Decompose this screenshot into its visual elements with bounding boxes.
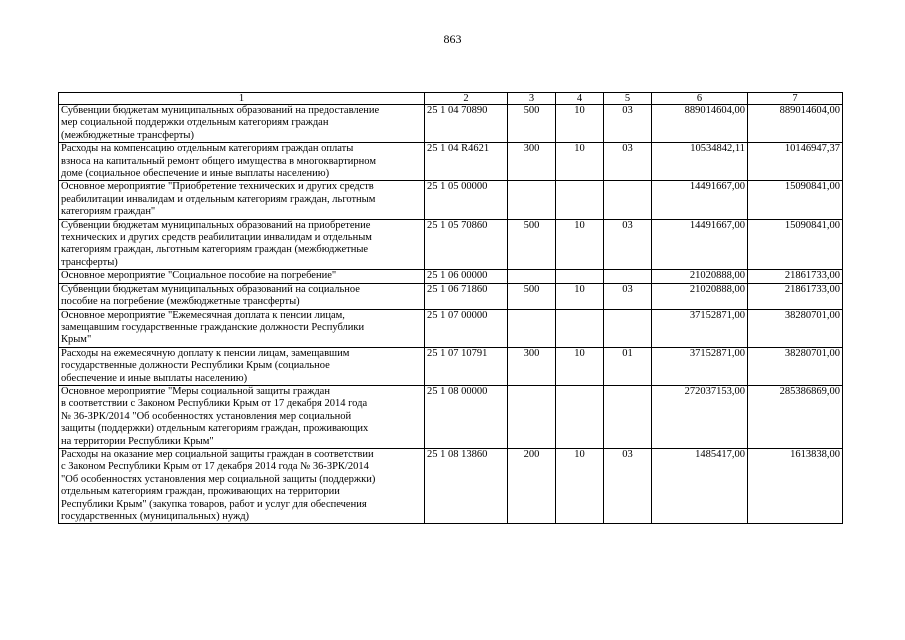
subsection-cell xyxy=(604,385,652,448)
amount-year1-cell: 889014604,00 xyxy=(652,105,748,143)
target-article-code-cell: 25 1 05 70860 xyxy=(425,219,508,270)
row-name-cell: Расходы на компенсацию отдельным категориям граждан оплаты взноса на капитальный ремонт общего имущества в многоквартирном доме (социальное обеспечение и иные выплаты населению) xyxy=(59,143,425,181)
row-name-cell: Субвенции бюджетам муниципальных образований на приобретение технических и других средств реабилитации инвалидам и отдельным категориям граждан, льготным категориям граждан (межбюджетные трансферты) xyxy=(59,219,425,270)
amount-year2-cell: 889014604,00 xyxy=(748,105,843,143)
column-header: 2 xyxy=(425,93,508,105)
subsection-cell xyxy=(604,181,652,219)
row-name-cell: Основное мероприятие "Меры социальной защиты граждан в соответствии с Законом Республики Крым от 17 декабря 2014 года № 36-ЗРК/2014 "Об особенностях установления мер социальной защиты (поддержки) отдельным категориям граждан, проживающих на территории Республики Крым" xyxy=(59,385,425,448)
subsection-cell: 03 xyxy=(604,105,652,143)
amount-year2-cell: 15090841,00 xyxy=(748,219,843,270)
section-cell xyxy=(556,309,604,347)
expense-type-cell: 200 xyxy=(508,448,556,523)
table-row xyxy=(59,181,843,219)
table-row xyxy=(59,105,843,143)
target-article-code-cell: 25 1 05 00000 xyxy=(425,181,508,219)
budget-table xyxy=(58,92,843,524)
target-article-code-cell: 25 1 07 00000 xyxy=(425,309,508,347)
row-name-cell: Основное мероприятие "Социальное пособие на погребение" xyxy=(59,270,425,283)
amount-year1-cell: 37152871,00 xyxy=(652,347,748,385)
amount-year2-cell: 38280701,00 xyxy=(748,309,843,347)
expense-type-cell: 500 xyxy=(508,283,556,309)
table-header-row xyxy=(59,93,843,105)
row-name-cell: Основное мероприятие "Ежемесячная доплата к пенсии лицам, замещавшим государственные гражданские должности Республики Крым" xyxy=(59,309,425,347)
section-cell: 10 xyxy=(556,105,604,143)
subsection-cell: 03 xyxy=(604,283,652,309)
amount-year2-cell: 285386869,00 xyxy=(748,385,843,448)
amount-year2-cell: 10146947,37 xyxy=(748,143,843,181)
column-header: 3 xyxy=(508,93,556,105)
table-row xyxy=(59,385,843,448)
amount-year2-cell: 21861733,00 xyxy=(748,283,843,309)
target-article-code-cell: 25 1 04 R4621 xyxy=(425,143,508,181)
section-cell xyxy=(556,385,604,448)
amount-year2-cell: 38280701,00 xyxy=(748,347,843,385)
column-header: 6 xyxy=(652,93,748,105)
subsection-cell: 03 xyxy=(604,448,652,523)
subsection-cell: 03 xyxy=(604,143,652,181)
amount-year1-cell: 10534842,11 xyxy=(652,143,748,181)
column-header: 7 xyxy=(748,93,843,105)
expense-type-cell: 500 xyxy=(508,105,556,143)
amount-year1-cell: 14491667,00 xyxy=(652,219,748,270)
amount-year1-cell: 21020888,00 xyxy=(652,270,748,283)
amount-year1-cell: 37152871,00 xyxy=(652,309,748,347)
target-article-code-cell: 25 1 06 00000 xyxy=(425,270,508,283)
amount-year1-cell: 272037153,00 xyxy=(652,385,748,448)
table-row xyxy=(59,309,843,347)
target-article-code-cell: 25 1 06 71860 xyxy=(425,283,508,309)
amount-year1-cell: 1485417,00 xyxy=(652,448,748,523)
section-cell: 10 xyxy=(556,219,604,270)
expense-type-cell xyxy=(508,309,556,347)
expense-type-cell xyxy=(508,385,556,448)
expense-type-cell xyxy=(508,270,556,283)
target-article-code-cell: 25 1 07 10791 xyxy=(425,347,508,385)
expense-type-cell: 300 xyxy=(508,143,556,181)
amount-year2-cell: 21861733,00 xyxy=(748,270,843,283)
section-cell: 10 xyxy=(556,283,604,309)
column-header: 4 xyxy=(556,93,604,105)
section-cell: 10 xyxy=(556,448,604,523)
section-cell xyxy=(556,270,604,283)
amount-year1-cell: 14491667,00 xyxy=(652,181,748,219)
subsection-cell xyxy=(604,309,652,347)
expense-type-cell xyxy=(508,181,556,219)
column-header: 1 xyxy=(59,93,425,105)
row-name-cell: Основное мероприятие "Приобретение технических и других средств реабилитации инвалидам и отдельным категориям граждан, льготным категориям граждан" xyxy=(59,181,425,219)
expense-type-cell: 500 xyxy=(508,219,556,270)
table-row xyxy=(59,448,843,523)
section-cell: 10 xyxy=(556,143,604,181)
table-row xyxy=(59,270,843,283)
subsection-cell xyxy=(604,270,652,283)
amount-year2-cell: 15090841,00 xyxy=(748,181,843,219)
row-name-cell: Субвенции бюджетам муниципальных образований на предоставление мер социальной поддержки отдельным категориям граждан (межбюджетные трансферты) xyxy=(59,105,425,143)
row-name-cell: Расходы на оказание мер социальной защиты граждан в соответствии с Законом Республики Крым от 17 декабря 2014 года № 36-ЗРК/2014 "Об особенностях установления мер социальной защиты (поддержки) отдельным категориям граждан, проживающих на территории Республики Крым" (закупка товаров, работ и услуг для обеспечения государственных (муниципальных) нужд) xyxy=(59,448,425,523)
table-row xyxy=(59,219,843,270)
target-article-code-cell: 25 1 08 00000 xyxy=(425,385,508,448)
page-number: 863 xyxy=(443,32,462,46)
subsection-cell: 03 xyxy=(604,219,652,270)
table-row xyxy=(59,347,843,385)
target-article-code-cell: 25 1 08 13860 xyxy=(425,448,508,523)
amount-year2-cell: 1613838,00 xyxy=(748,448,843,523)
column-header: 5 xyxy=(604,93,652,105)
table-row xyxy=(59,283,843,309)
table-row xyxy=(59,143,843,181)
section-cell xyxy=(556,181,604,219)
section-cell: 10 xyxy=(556,347,604,385)
row-name-cell: Расходы на ежемесячную доплату к пенсии лицам, замещавшим государственные должности Республики Крым (социальное обеспечение и иные выплаты населению) xyxy=(59,347,425,385)
row-name-cell: Субвенции бюджетам муниципальных образований на социальное пособие на погребение (межбюджетные трансферты) xyxy=(59,283,425,309)
expense-type-cell: 300 xyxy=(508,347,556,385)
subsection-cell: 01 xyxy=(604,347,652,385)
amount-year1-cell: 21020888,00 xyxy=(652,283,748,309)
target-article-code-cell: 25 1 04 70890 xyxy=(425,105,508,143)
